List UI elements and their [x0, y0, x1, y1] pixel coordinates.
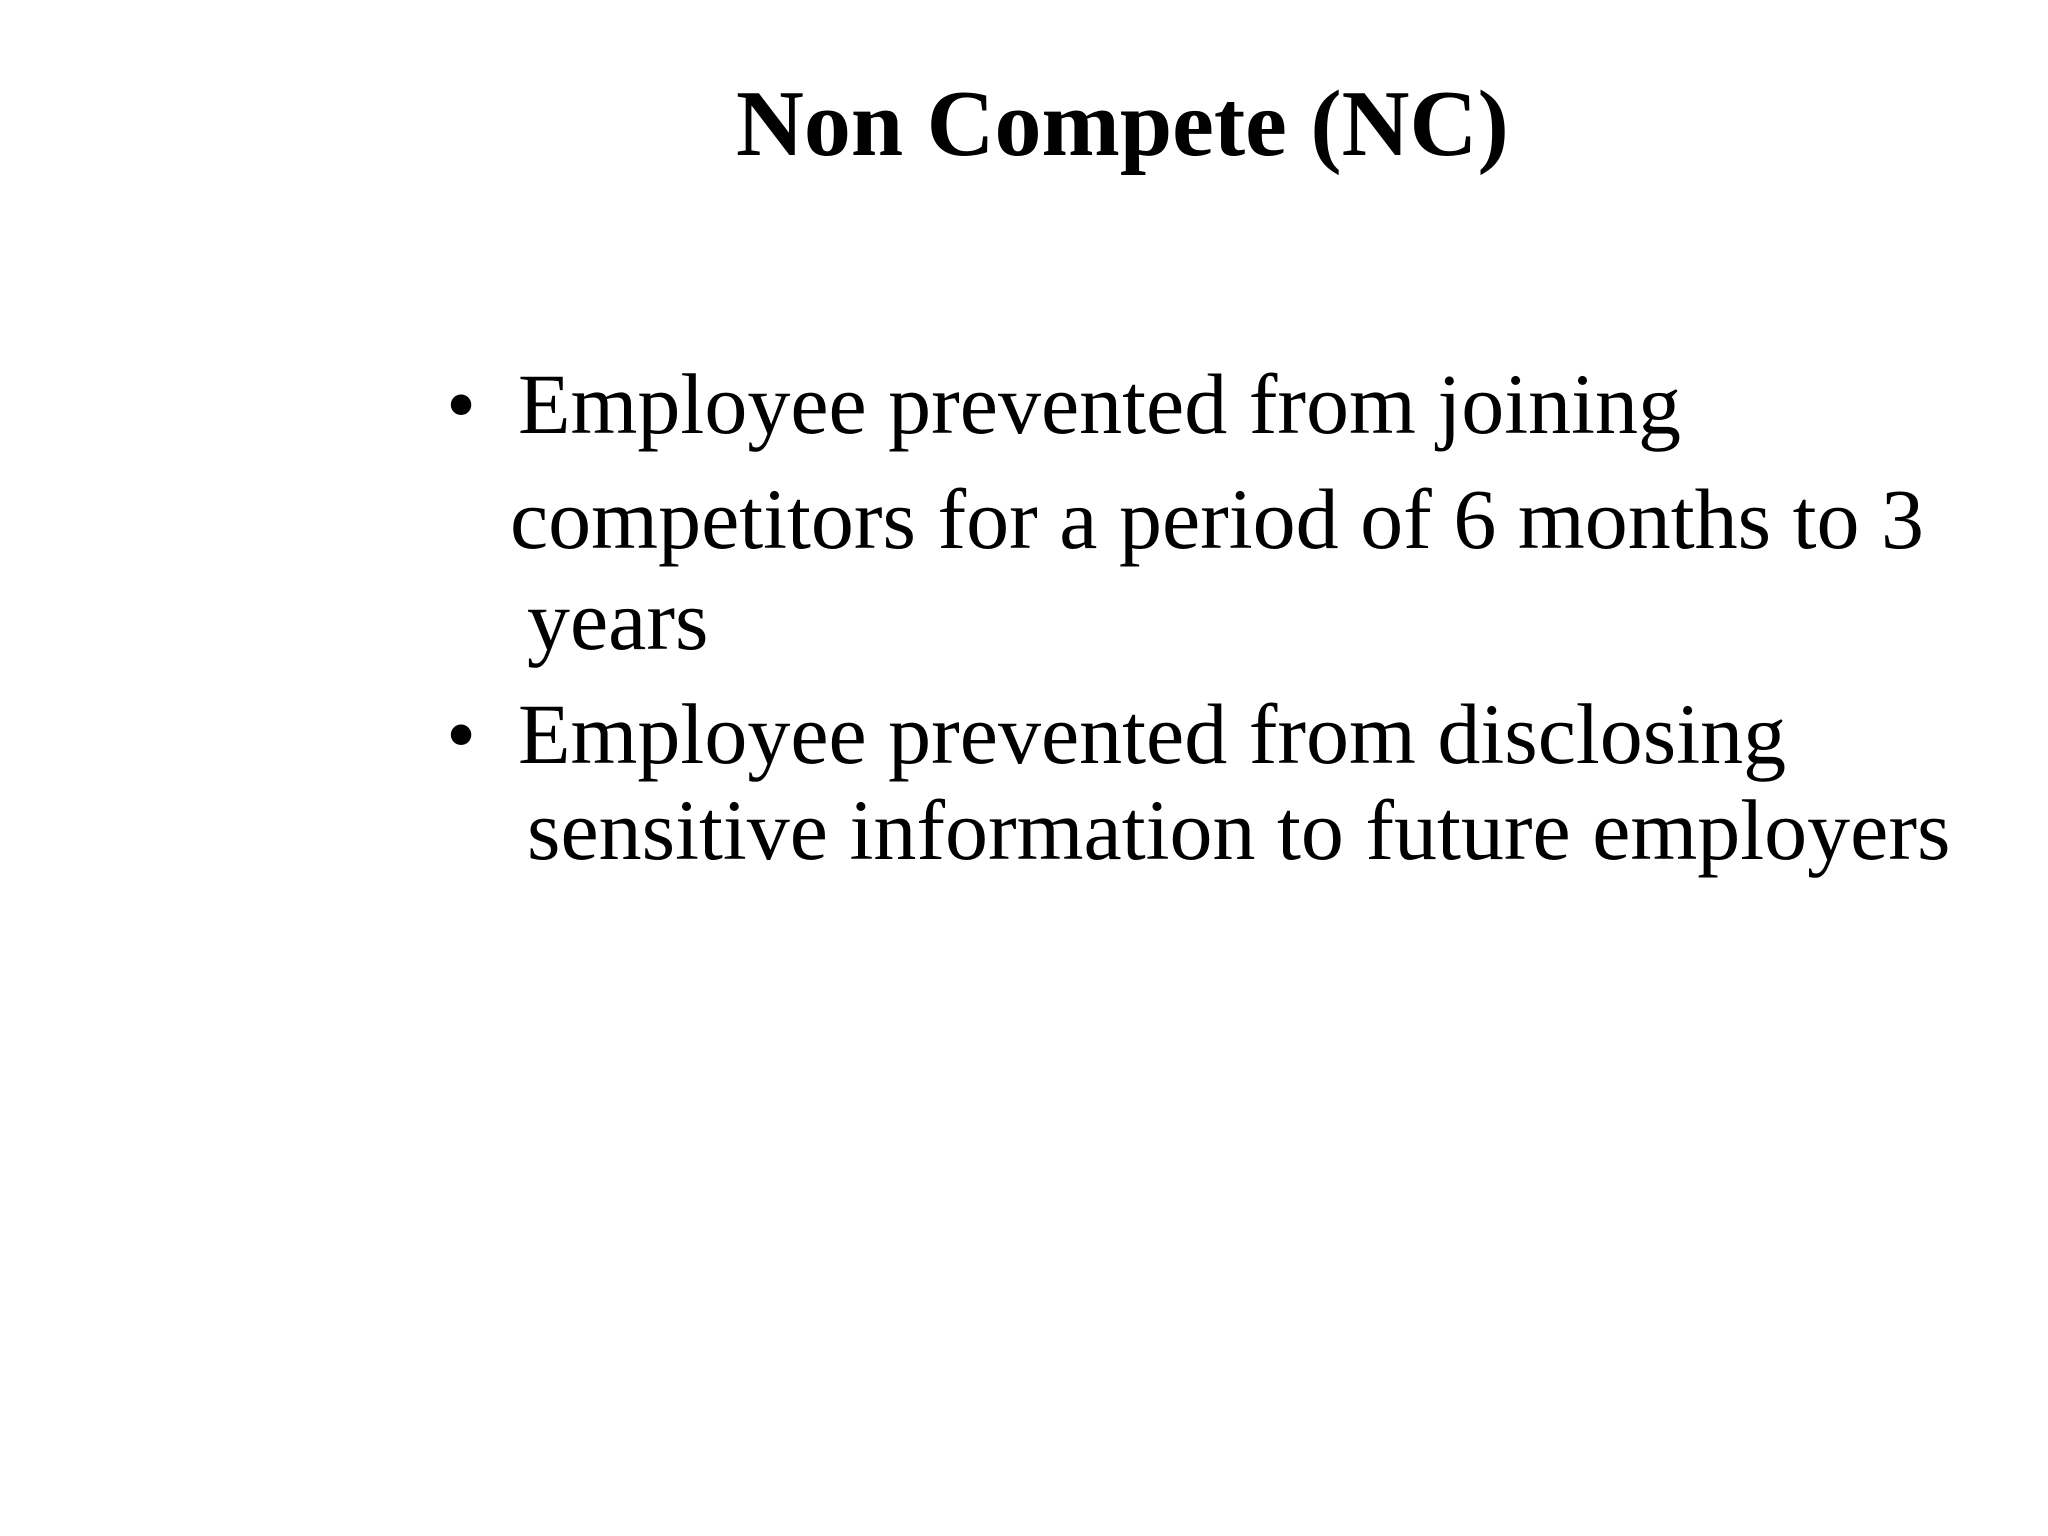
bullet-1-line-2: competitors for a period of 6 months to 3	[510, 471, 1924, 567]
bullet-dot-2: •	[446, 686, 477, 782]
bullet-2-line-1: Employee prevented from disclosing	[518, 686, 1787, 782]
bullet-2-line-2: sensitive information to future employers	[527, 782, 1951, 878]
bullet-1-line-3: years	[527, 572, 709, 668]
slide-title: Non Compete (NC)	[736, 72, 1509, 176]
bullet-dot-1: •	[446, 356, 477, 452]
bullet-1-line-1: Employee prevented from joining	[518, 356, 1682, 452]
